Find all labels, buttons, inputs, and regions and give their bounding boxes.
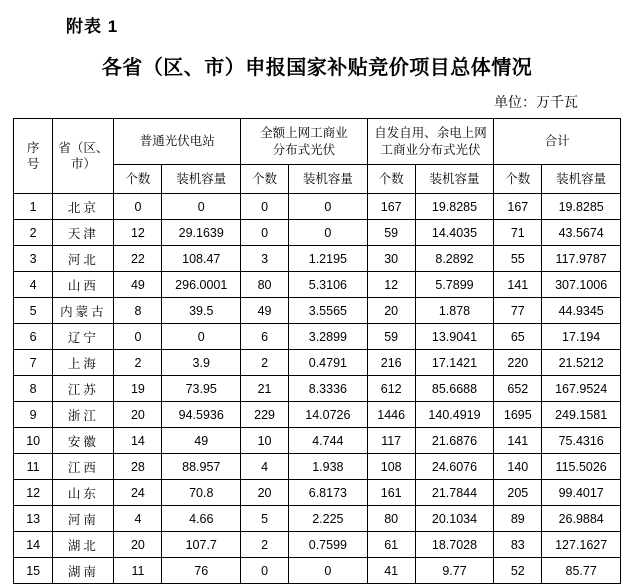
header-count-1: 个数 — [114, 165, 162, 194]
cell-selfuse-count: 59 — [367, 220, 415, 246]
cell-ordinary-capacity: 39.5 — [162, 298, 241, 324]
cell-fullgrid-count: 0 — [241, 194, 289, 220]
cell-total-capacity: 17.194 — [542, 324, 621, 350]
cell-ordinary-capacity: 107.7 — [162, 532, 241, 558]
cell-province: 湖北 — [53, 532, 114, 558]
cell-total-count: 141 — [494, 272, 542, 298]
cell-ordinary-capacity: 29.1639 — [162, 220, 241, 246]
cell-total-count: 55 — [494, 246, 542, 272]
cell-selfuse-capacity: 13.9041 — [415, 324, 494, 350]
cell-selfuse-count: 80 — [367, 506, 415, 532]
cell-province: 安徽 — [53, 428, 114, 454]
cell-fullgrid-capacity: 4.744 — [289, 428, 368, 454]
cell-fullgrid-count: 5 — [241, 506, 289, 532]
cell-selfuse-count: 61 — [367, 532, 415, 558]
cell-selfuse-capacity: 9.77 — [415, 558, 494, 584]
cell-fullgrid-count: 3 — [241, 246, 289, 272]
cell-total-capacity: 26.9884 — [542, 506, 621, 532]
cell-total-capacity: 127.1627 — [542, 532, 621, 558]
cell-ordinary-capacity: 296.0001 — [162, 272, 241, 298]
cell-selfuse-capacity: 21.7844 — [415, 480, 494, 506]
cell-total-capacity: 43.5674 — [542, 220, 621, 246]
cell-fullgrid-count: 49 — [241, 298, 289, 324]
table-header — [14, 119, 621, 194]
header-count-2: 个数 — [241, 165, 289, 194]
cell-ordinary-count: 22 — [114, 246, 162, 272]
cell-index: 15 — [14, 558, 53, 584]
table-body — [14, 194, 621, 584]
cell-province: 山西 — [53, 272, 114, 298]
cell-selfuse-count: 12 — [367, 272, 415, 298]
cell-ordinary-capacity: 73.95 — [162, 376, 241, 402]
cell-selfuse-capacity: 18.7028 — [415, 532, 494, 558]
cell-index: 8 — [14, 376, 53, 402]
cell-total-count: 652 — [494, 376, 542, 402]
cell-selfuse-capacity: 140.4919 — [415, 402, 494, 428]
cell-ordinary-capacity: 4.66 — [162, 506, 241, 532]
header-capacity-2: 装机容量 — [289, 165, 368, 194]
cell-index: 4 — [14, 272, 53, 298]
cell-province: 湖南 — [53, 558, 114, 584]
cell-province: 河北 — [53, 246, 114, 272]
header-province-line2: 市） — [70, 157, 96, 171]
header-province-line1: 省（区、 — [58, 140, 109, 155]
cell-index: 9 — [14, 402, 53, 428]
cell-ordinary-count: 49 — [114, 272, 162, 298]
cell-ordinary-count: 8 — [114, 298, 162, 324]
cell-fullgrid-capacity: 3.5565 — [289, 298, 368, 324]
header-index — [14, 119, 53, 194]
cell-total-count: 89 — [494, 506, 542, 532]
cell-ordinary-capacity: 49 — [162, 428, 241, 454]
table-row — [14, 246, 621, 272]
cell-ordinary-count: 19 — [114, 376, 162, 402]
cell-total-capacity: 99.4017 — [542, 480, 621, 506]
cell-ordinary-count: 14 — [114, 428, 162, 454]
cell-index: 10 — [14, 428, 53, 454]
table-row — [14, 480, 621, 506]
cell-index: 14 — [14, 532, 53, 558]
header-index-line1: 序 — [26, 140, 40, 155]
cell-province: 江西 — [53, 454, 114, 480]
table-row — [14, 350, 621, 376]
cell-selfuse-capacity: 14.4035 — [415, 220, 494, 246]
cell-province: 江苏 — [53, 376, 114, 402]
cell-total-count: 65 — [494, 324, 542, 350]
table-row — [14, 532, 621, 558]
cell-fullgrid-count: 6 — [241, 324, 289, 350]
cell-ordinary-count: 0 — [114, 324, 162, 350]
cell-total-count: 71 — [494, 220, 542, 246]
cell-total-count: 167 — [494, 194, 542, 220]
document-page — [0, 12, 634, 579]
header-count-3: 个数 — [367, 165, 415, 194]
cell-index: 3 — [14, 246, 53, 272]
cell-fullgrid-capacity: 5.3106 — [289, 272, 368, 298]
cell-total-count: 205 — [494, 480, 542, 506]
cell-total-capacity: 21.5212 — [542, 350, 621, 376]
cell-index: 13 — [14, 506, 53, 532]
cell-fullgrid-capacity: 0 — [289, 558, 368, 584]
cell-total-capacity: 115.5026 — [542, 454, 621, 480]
header-group-4-line1: 合计 — [544, 134, 570, 149]
cell-ordinary-capacity: 108.47 — [162, 246, 241, 272]
cell-selfuse-count: 1446 — [367, 402, 415, 428]
cell-index: 12 — [14, 480, 53, 506]
cell-selfuse-capacity: 20.1034 — [415, 506, 494, 532]
cell-fullgrid-capacity: 0 — [289, 220, 368, 246]
cell-selfuse-capacity: 8.2892 — [415, 246, 494, 272]
cell-selfuse-count: 167 — [367, 194, 415, 220]
table-row — [14, 324, 621, 350]
cell-selfuse-count: 30 — [367, 246, 415, 272]
table-row — [14, 272, 621, 298]
cell-index: 7 — [14, 350, 53, 376]
cell-total-capacity: 19.8285 — [542, 194, 621, 220]
cell-fullgrid-count: 21 — [241, 376, 289, 402]
header-row-groups — [14, 119, 621, 165]
cell-ordinary-count: 20 — [114, 532, 162, 558]
cell-province: 浙江 — [53, 402, 114, 428]
cell-total-count: 220 — [494, 350, 542, 376]
page-title: 各省（区、市）申报国家补贴竞价项目总体情况 — [101, 57, 533, 79]
header-group-ordinary-plant — [114, 119, 241, 165]
table-row — [14, 402, 621, 428]
cell-selfuse-capacity: 21.6876 — [415, 428, 494, 454]
cell-province: 北京 — [53, 194, 114, 220]
cell-fullgrid-count: 2 — [241, 532, 289, 558]
cell-fullgrid-capacity: 1.938 — [289, 454, 368, 480]
cell-index: 5 — [14, 298, 53, 324]
cell-fullgrid-count: 10 — [241, 428, 289, 454]
header-group-total — [494, 119, 621, 165]
cell-selfuse-count: 108 — [367, 454, 415, 480]
cell-selfuse-count: 59 — [367, 324, 415, 350]
cell-selfuse-capacity: 24.6076 — [415, 454, 494, 480]
cell-fullgrid-count: 0 — [241, 558, 289, 584]
cell-fullgrid-capacity: 1.2195 — [289, 246, 368, 272]
cell-fullgrid-capacity: 2.225 — [289, 506, 368, 532]
cell-total-capacity: 117.9787 — [542, 246, 621, 272]
header-group-3-line1: 自发自用、余电上网 — [374, 126, 487, 141]
cell-selfuse-capacity: 1.878 — [415, 298, 494, 324]
cell-ordinary-capacity: 0 — [162, 194, 241, 220]
cell-fullgrid-capacity: 3.2899 — [289, 324, 368, 350]
cell-total-count: 77 — [494, 298, 542, 324]
table-row — [14, 558, 621, 584]
cell-total-capacity: 167.9524 — [542, 376, 621, 402]
cell-province: 山东 — [53, 480, 114, 506]
unit-note: 单位：万千瓦 — [494, 94, 578, 110]
cell-ordinary-count: 11 — [114, 558, 162, 584]
project-summary-table — [13, 118, 621, 584]
cell-selfuse-count: 612 — [367, 376, 415, 402]
cell-province: 天津 — [53, 220, 114, 246]
cell-selfuse-capacity: 85.6688 — [415, 376, 494, 402]
cell-ordinary-capacity: 0 — [162, 324, 241, 350]
cell-selfuse-capacity: 5.7899 — [415, 272, 494, 298]
cell-total-capacity: 85.77 — [542, 558, 621, 584]
header-capacity-4: 装机容量 — [542, 165, 621, 194]
table-row — [14, 376, 621, 402]
cell-fullgrid-count: 0 — [241, 220, 289, 246]
cell-fullgrid-count: 20 — [241, 480, 289, 506]
cell-selfuse-count: 117 — [367, 428, 415, 454]
table-row — [14, 506, 621, 532]
cell-fullgrid-capacity: 0.4791 — [289, 350, 368, 376]
cell-ordinary-count: 2 — [114, 350, 162, 376]
header-group-2-line1: 全额上网工商业 — [260, 126, 348, 141]
cell-fullgrid-count: 80 — [241, 272, 289, 298]
cell-province: 上海 — [53, 350, 114, 376]
cell-ordinary-count: 12 — [114, 220, 162, 246]
header-group-self-use-distributed — [367, 119, 494, 165]
cell-index: 1 — [14, 194, 53, 220]
cell-fullgrid-capacity: 6.8173 — [289, 480, 368, 506]
cell-ordinary-capacity: 76 — [162, 558, 241, 584]
cell-province: 河南 — [53, 506, 114, 532]
cell-province: 内蒙古 — [53, 298, 114, 324]
cell-selfuse-count: 20 — [367, 298, 415, 324]
header-capacity-3: 装机容量 — [415, 165, 494, 194]
header-group-3-line2: 工商业分布式光伏 — [380, 142, 481, 157]
cell-total-count: 83 — [494, 532, 542, 558]
cell-total-capacity: 249.1581 — [542, 402, 621, 428]
cell-index: 6 — [14, 324, 53, 350]
header-province — [53, 119, 114, 194]
cell-selfuse-count: 216 — [367, 350, 415, 376]
cell-fullgrid-capacity: 14.0726 — [289, 402, 368, 428]
cell-ordinary-capacity: 88.957 — [162, 454, 241, 480]
cell-ordinary-count: 24 — [114, 480, 162, 506]
cell-fullgrid-capacity: 8.3336 — [289, 376, 368, 402]
cell-total-count: 52 — [494, 558, 542, 584]
cell-ordinary-capacity: 3.9 — [162, 350, 241, 376]
cell-total-capacity: 75.4316 — [542, 428, 621, 454]
attachment-label: 附表 1 — [66, 17, 119, 36]
cell-ordinary-capacity: 94.5936 — [162, 402, 241, 428]
cell-selfuse-count: 161 — [367, 480, 415, 506]
header-group-2-line2: 分布式光伏 — [272, 142, 336, 157]
header-count-4: 个数 — [494, 165, 542, 194]
cell-ordinary-capacity: 70.8 — [162, 480, 241, 506]
cell-fullgrid-count: 229 — [241, 402, 289, 428]
cell-ordinary-count: 4 — [114, 506, 162, 532]
cell-selfuse-count: 41 — [367, 558, 415, 584]
cell-fullgrid-capacity: 0.7599 — [289, 532, 368, 558]
header-group-1-line1: 普通光伏电站 — [139, 134, 215, 149]
cell-province: 辽宁 — [53, 324, 114, 350]
cell-total-count: 140 — [494, 454, 542, 480]
cell-selfuse-capacity: 19.8285 — [415, 194, 494, 220]
table-container — [13, 118, 621, 584]
cell-fullgrid-count: 2 — [241, 350, 289, 376]
header-index-line2: 号 — [26, 157, 40, 171]
header-group-full-grid-distributed — [241, 119, 368, 165]
table-row — [14, 194, 621, 220]
cell-total-count: 1695 — [494, 402, 542, 428]
cell-ordinary-count: 0 — [114, 194, 162, 220]
cell-total-capacity: 307.1006 — [542, 272, 621, 298]
cell-total-capacity: 44.9345 — [542, 298, 621, 324]
cell-index: 11 — [14, 454, 53, 480]
cell-selfuse-capacity: 17.1421 — [415, 350, 494, 376]
header-capacity-1: 装机容量 — [162, 165, 241, 194]
table-row — [14, 428, 621, 454]
table-row — [14, 298, 621, 324]
cell-ordinary-count: 20 — [114, 402, 162, 428]
cell-index: 2 — [14, 220, 53, 246]
cell-fullgrid-capacity: 0 — [289, 194, 368, 220]
cell-total-count: 141 — [494, 428, 542, 454]
cell-fullgrid-count: 4 — [241, 454, 289, 480]
cell-ordinary-count: 28 — [114, 454, 162, 480]
table-row — [14, 220, 621, 246]
table-row — [14, 454, 621, 480]
